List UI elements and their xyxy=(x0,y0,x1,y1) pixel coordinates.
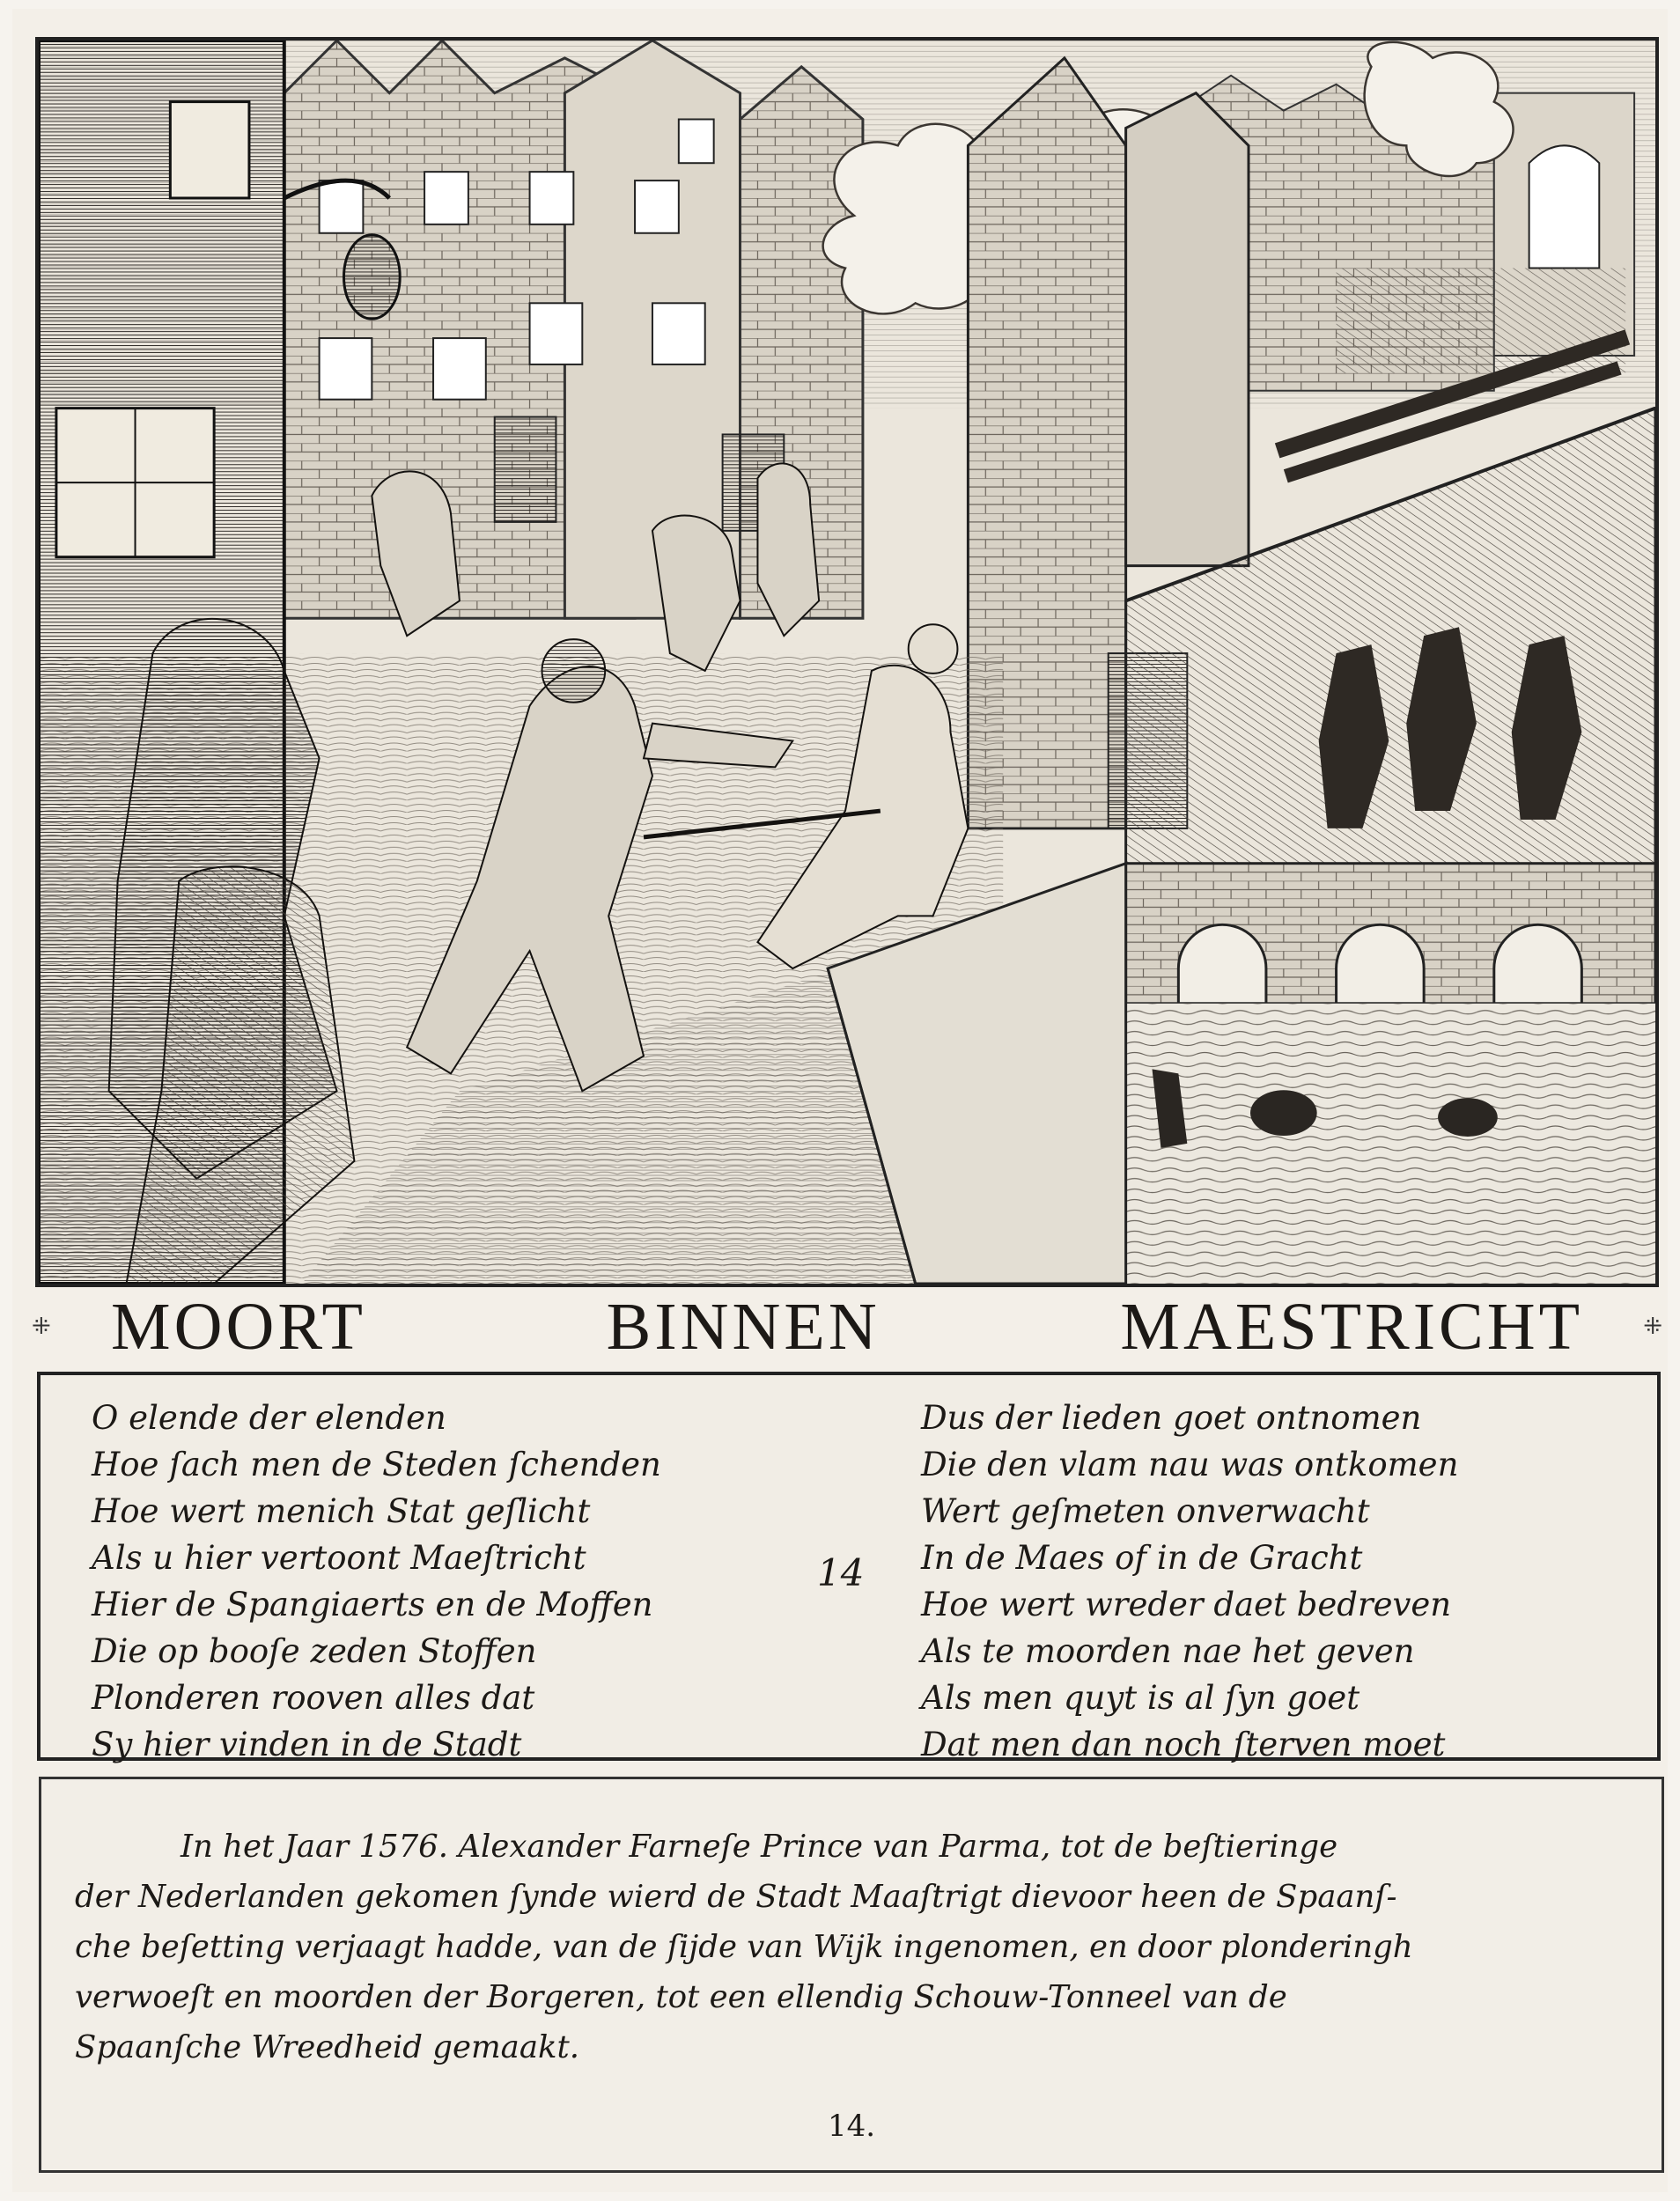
verse-number: 14 xyxy=(817,1551,865,1594)
title-word-binnen: BINNEN xyxy=(606,1290,881,1364)
title-word-maestricht: MAESTRICHT xyxy=(1120,1290,1583,1364)
verse-line: Plonderen rooven alles dat xyxy=(92,1679,535,1717)
caption-line: Spaanſche Wreedheid gemaakt. xyxy=(75,2029,580,2065)
caption-line: der Nederlanden gekomen ſynde wierd de Stadt Maaſtrigt dievoor heen de Spaanſ- xyxy=(75,1879,1397,1915)
verse-line: Als te moorden nae het geven xyxy=(921,1632,1415,1670)
verse-line: Wert geſmeten onverwacht xyxy=(921,1492,1370,1530)
verse-line: Dus der lieden goet ontnomen xyxy=(921,1399,1422,1437)
verse-line: In de Maes of in de Gracht xyxy=(921,1539,1363,1577)
page-number: 14. xyxy=(827,2109,876,2144)
title-word-moort: MOORT xyxy=(111,1290,366,1364)
verse-line: Die den vlam nau was ontkomen xyxy=(921,1446,1459,1483)
engraving-plate xyxy=(35,37,1659,1287)
verse-line: Die op booſe zeden Stoffen xyxy=(92,1632,537,1670)
caption-paragraph xyxy=(75,1822,1633,2072)
right-ornament: ⁜ xyxy=(1643,1314,1662,1340)
verse-line: O elende der elenden xyxy=(92,1399,446,1437)
caption-line: che beſetting verjaagt hadde, van de ſijde van Wijk ingenomen, en door plonderingh xyxy=(75,1929,1413,1965)
engraving-illustration xyxy=(39,40,1655,1284)
caption-line: In het Jaar 1576. Alexander Farneſe Prince van Parma, tot de beſtieringe xyxy=(181,1829,1338,1865)
print-sheet xyxy=(12,9,1668,2192)
caption-box xyxy=(39,1777,1664,2173)
verse-line: Dat men dan noch ſterven moet xyxy=(921,1726,1446,1763)
caption-line: verwoeſt en moorden der Borgeren, tot een ellendig Schouw-Tonneel van de xyxy=(75,1979,1287,2015)
bridge xyxy=(1126,864,1655,1004)
verse-line: Hoe wert menich Stat geſlicht xyxy=(92,1492,591,1530)
title-band xyxy=(32,1287,1662,1366)
verse-left-column xyxy=(92,1395,778,1768)
verse-line: Hoe ſach men de Steden ſchenden xyxy=(92,1446,661,1483)
verse-line: Hoe wert wreder daet bedreven xyxy=(921,1586,1452,1623)
verse-box xyxy=(37,1372,1661,1761)
verse-line: Hier de Spangiaerts en de Moffen xyxy=(92,1586,653,1623)
verse-right-column xyxy=(921,1395,1643,1768)
verse-line: Als u hier vertoont Maeſtricht xyxy=(92,1539,586,1577)
left-ornament: ⁜ xyxy=(32,1314,51,1340)
verse-line: Sy hier vinden in de Stadt xyxy=(92,1726,522,1763)
verse-line: Als men quyt is al ſyn goet xyxy=(921,1679,1360,1717)
